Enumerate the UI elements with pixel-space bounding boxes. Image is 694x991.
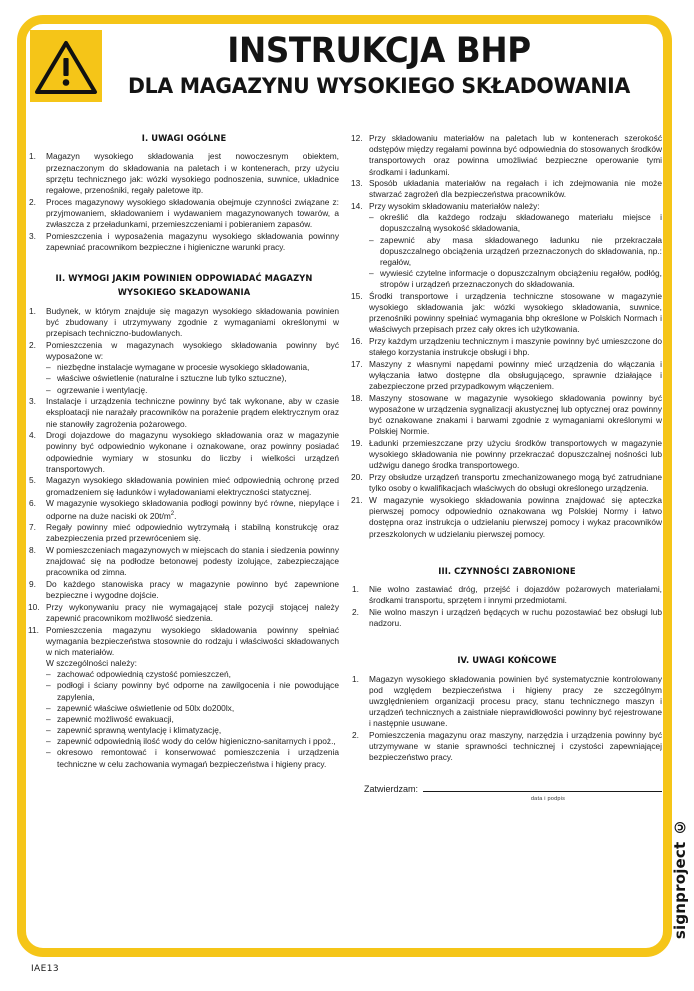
signature-caption: data i podpis [530,795,566,802]
sub-list-item: – niezbędne instalacje wymagane w procesie wysokiego składowania, [46,362,339,373]
right-column [352,133,662,943]
list-item-number: 5. [29,475,36,486]
list-item-text: Pomieszczenia w magazynach wysokiego składowania powinny być wyposażone w: [46,339,339,362]
section-heading-requirements-line2: WYSOKIEGO SKŁADOWANIA [117,288,251,299]
forbidden-actions-list [352,584,662,629]
signature-label: Zatwierdzam: [364,783,419,794]
list-item-text: Sposób układania materiałów na regałach i ich zdejmowania nie może stwarzać zagrożeń dla bezpieczeństwa pracowników. [369,178,662,200]
list-item-text: Przy obsłudze urządzeń transportu zmechanizowanego mogą być zatrudniane tylko osoby o kwalifikacjach właściwych do obsługi określonego urządzenia. [369,472,662,494]
sub-list-item: – wywiesić czytelne informacje o dopuszczalnym obciążeniu regałów, podłóg, stropów i urządzeń przeznaczonych do składowania. [369,268,662,290]
list-item [29,340,339,396]
list-item-text: Do każdego stanowiska pracy w magazynie powinno być zapewnione bezpieczne i wygodne dojście. [46,578,339,600]
list-item-number: 2. [352,606,359,617]
list-item [352,674,662,730]
list-item [29,430,339,475]
sub-item-list [369,212,662,290]
list-item-text: Budynek, w którym znajduje się magazyn wysokiego składowania powinien być zbudowany i utrzymywany zgodnie z wymaganiami określonymi w przepisach techniczno-budowlanych. [46,305,339,339]
list-item-text: Ładunki przemieszczane przy użyciu środków transportowych w magazynie wysokiego składowania nie powinny przekraczać dopuszczalnej nośności lub udźwigu danego środka transportowego. [369,438,662,471]
warning-triangle-icon [30,30,102,102]
page-subtitle: DLA MAGAZYNU WYSOKIEGO SKŁADOWANIA [127,74,631,99]
list-item-number: 3. [29,230,36,241]
list-item [29,197,339,231]
list-item-number: 19. [351,438,363,449]
list-item [29,231,339,253]
list-item-number: 9. [29,578,36,589]
section-heading-requirements-line1: II. WYMOGI JAKIM POWINIEN ODPOWIADAĆ MAGAZYN [55,274,313,284]
list-item [29,579,339,601]
superscript: 2 [170,510,175,517]
list-item [29,151,339,196]
poster-header [30,28,662,120]
list-item-text: Przy wysokim składowaniu materiałów należy: [369,201,540,212]
sub-list-item: – zapewnić sprawną wentylację i klimatyzację, [46,725,339,736]
list-item-text: Magazyn wysokiego składowania powinien mieć odpowiednią ochronę przed gromadzeniem się ładunków i wyładowaniami elektryczności statycznej. [46,475,339,497]
final-notes-list [352,674,662,764]
list-item-number: 12. [351,133,363,143]
list-item-number: 8. [29,544,36,555]
list-item-text: Magazyn wysokiego składowania powinien być systematycznie kontrolowany pod względem bezpieczeństwa i higieny pracy ze szczególnym uwzględnieniem organizacji procesu pracy, stanu technicznego maszyn i urządzeń technicznych a zaistniałe nieprawidłowości powinny być rejestrowane i następnie usuwane. [369,673,662,729]
list-item [29,625,339,770]
list-item-text: Magazyn wysokiego składowania jest nowoczesnym obiektem, przeznaczonym do składowania na paletach i w kontenerach, przy użyciu sprzętu technicznego jak: wózki wysokiego podnoszenia, suwnice, układnice regałowe, przenośniki, regały paletowe itp. [46,151,339,195]
list-item-text: Nie wolno zastawiać dróg, przejść i dojazdów pożarowych materiałami, środkami transportu, sprzętem i innymi przedmiotami. [369,584,662,606]
content-columns [29,133,663,943]
list-item-number: 1. [352,673,359,684]
sub-item-list [46,669,339,770]
list-item-number: 17. [351,358,363,369]
sub-item-list [46,362,339,396]
list-item-text: Regały powinny mieć odpowiednio wytrzymałą i stabilną konstrukcję oraz zabezpieczenia przed przewróceniem się. [46,521,339,544]
list-item-text: Pomieszczenia i wyposażenia magazynu wysokiego składowania powinny zapewniać pracownikom bezpieczne i higieniczne warunki pracy. [46,230,339,252]
list-item-text: Środki transportowe i urządzenia techniczne stosowane w magazynie wysokiego składowania jak: wózki wysokiego składowania, suwnice, przenośniki powinny spełniać wymagania bhp określone w Polskich Normach i właściwych przepisach przez cały okres ich użytkowania. [369,290,662,335]
list-item-number: 2. [29,339,36,350]
list-item [29,545,339,579]
list-item [352,336,662,358]
requirements-list-left [29,306,339,770]
list-item [352,291,662,336]
list-item-text: W pomieszczeniach magazynowych w miejscach do stania i siedzenia powinny znajdować się na podłodze betonowej podesty izolujące, zabezpieczające pracownika od zimna. [46,544,339,578]
list-item [29,498,339,521]
list-item [29,522,339,544]
left-column [29,133,339,943]
list-item [352,495,662,540]
list-item [352,201,662,290]
brand-watermark: signproject © [671,817,689,939]
signature-line[interactable] [423,780,662,792]
section-heading-forbidden: III. CZYNNOŚCI ZABRONIONE [438,566,576,577]
list-item-lead-in: W szczególności należy: [46,658,137,669]
signature-row [364,780,662,794]
list-item-text: Przy każdym urządzeniu technicznym i maszynie powinny być umieszczone do stałego korzystania instrukcje obsługi i bhp. [369,336,662,358]
list-item [29,306,339,340]
list-item-number: 3. [29,396,36,407]
list-item [352,359,662,393]
list-item [352,393,662,438]
sub-list-item: – właściwe oświetlenie (naturalne i sztuczne lub tylko sztuczne), [46,373,339,384]
section-heading-general: I. UWAGI OGÓLNE [141,134,227,144]
sub-list-item: – ogrzewanie i wentylację. [46,385,339,396]
sub-list-item: – zapewnić możliwość ewakuacji, [46,714,339,725]
sub-list-item: – określić dla każdego rodzaju składowanego materiału miejsce i dopuszczalną wysokość składowania, [369,212,662,234]
list-item-number: 1. [352,584,359,595]
list-item [352,438,662,472]
list-item-number: 6. [29,498,36,509]
list-item [29,475,339,497]
list-item [352,133,662,178]
list-item-number: 7. [29,521,36,532]
section-heading-final: IV. UWAGI KOŃCOWE [457,656,557,667]
list-item-text: Pomieszczenia magazynu wysokiego składowania powinny spełniać wymagania bezpieczeństwa stosownie do rodzaju i właściwości składowanych w nich materiałów. [46,624,339,657]
list-item-text: Proces magazynowy wysokiego składowania obejmuje czynności związane z: przyjmowaniem, składowaniem i wydawaniem magazynowanych towarów, a zwłaszcza z przeładunkami, przemieszczeniami i pobieraniem zapasów. [46,196,339,229]
list-item-number: 20. [351,472,363,483]
sub-list-item: – zapewnić właściwe oświetlenie od 50lx do200lx, [46,703,339,714]
sub-list-item: – zapewnić aby masa składowanego ładunku nie przekraczała dopuszczalnego obciążenia urządzeń przeznaczonych do składowania, np.: regałów, [369,235,662,269]
list-item-number: 21. [351,495,363,505]
list-item-number: 1. [29,151,36,162]
list-item [352,472,662,494]
list-item-text: Maszyny z własnymi napędami powinny mieć urządzenia do włączania i wyłączania łatwo dostępne dla obsługującego, sprawnie działające i zabezpieczone przed przypadkowym włączeniem. [369,358,662,392]
list-item-text: Przy wykonywaniu pracy nie wymagającej stale pozycji stojącej należy zapewnić pracownikom możliwość siedzenia. [46,601,339,623]
list-item [352,178,662,200]
signature-block [352,780,662,802]
list-item-number: 16. [351,336,363,347]
list-item-text: Drogi dojazdowe do magazynu wysokiego składowania oraz w magazynie powinny być odpowiednio wykonane i oznakowane, oraz powinny posiadać odpowiednie wymiary w stosunku do liczby i wielkości urządzeń transportowych. [46,430,339,474]
list-item-text: Instalacje i urządzenia techniczne powinny być tak wykonane, aby w czasie eksploatacji nie narażały pracowników na porażenie prądem elektrycznym oraz nie stanowiły zagrożenia pożarowego. [46,396,339,429]
list-item [352,584,662,606]
sub-list-item: – zachować odpowiednią czystość pomieszczeń, [46,669,339,680]
list-item-text: Nie wolno maszyn i urządzeń będących w ruchu pozostawiać bez obsługi lub nadzoru. [369,606,662,629]
requirements-list-right [352,133,662,540]
list-item-number: 13. [351,178,363,189]
sub-list-item: – okresowo remontować i konserwować pomieszczenia i urządzenia techniczne w celu zachowania wymagań bezpieczeństwa i higieny pracy. [46,747,339,769]
list-item-number: 10. [28,601,40,612]
list-item-number: 4. [29,430,36,441]
general-notes-list [29,151,339,253]
sub-list-item: – podłogi i ściany powinny być odporne na zawilgocenia i nie powodujące zapylenia, [46,680,339,702]
list-item [352,730,662,764]
list-item [29,602,339,624]
list-item-number: 15. [351,290,363,301]
list-item-text: Przy składowaniu materiałów na paletach lub w kontenerach szerokość odstępów między regałami powinna być odpowiednia do stosowanych środków transportowych oraz powinna umożliwiać bezpieczne operowanie tymi środkami i ładunkami. [369,133,662,177]
list-item-number: 2. [352,730,359,741]
list-item-text: Pomieszczenia magazynu oraz maszyny, narzędzia i urządzenia powinny być utrzymywane w stanie sprawności technicznej i czystości zapewniającej bezpieczeństwo pracy. [369,730,662,763]
list-item [29,396,339,430]
list-item-number: 2. [29,196,36,207]
list-item-text: W magazynie wysokiego składowania podłogi powinny być równe, niepylące i odporne na duże naciski ok $20t/m^2$. [46,498,339,521]
list-item-number: 14. [351,201,363,212]
title-block [102,28,662,99]
list-item-number: 1. [29,305,36,316]
list-item-number: 18. [351,392,363,403]
list-item-text: W magazynie wysokiego składowania powinna znajdować się apteczka pierwszej pomocy odpowiednio oznakowana wg Polskiej Normy i łatwo dostępna oraz instrukcja o udzielaniu pierwszej pomocy i wykaz pracowników przeszkolonych w udzielaniu pierwszej pomocy. [369,495,662,539]
sub-list-item: – zapewnić odpowiednią ilość wody do celów higieniczno-sanitarnych i ppoż., [46,736,339,747]
list-item-text: Maszyny stosowane w magazynie wysokiego składowania powinny być wyposażone w urządzenia sygnalizacji akustycznej lub optycznej oraz powinny być oznakowane znakami i barwami zgodnie z wymaganiami określonymi w Polskiej Normie. [369,392,662,437]
list-item-number: 11. [28,624,39,635]
product-code: IAE13 [31,964,59,974]
list-item [352,607,662,629]
page-title: INSTRUKCJA BHP [227,31,531,71]
